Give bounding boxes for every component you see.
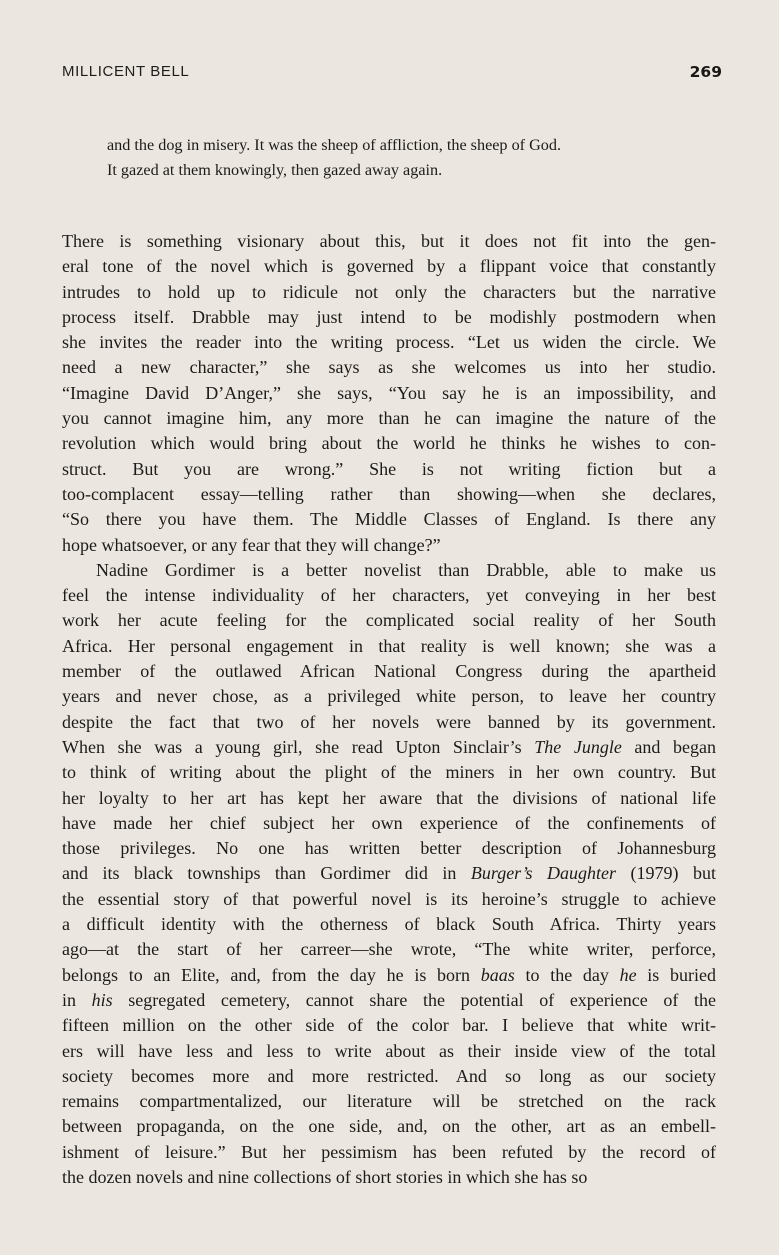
text-line: struct. But you are wrong.” She is not writing fiction but a [62, 458, 716, 479]
text-line: revolution which would bring about the world he thinks he wishes to con- [62, 433, 716, 454]
text-line: work her acute feeling for the complicated social reality of her South [62, 610, 716, 631]
text-line: intrudes to hold up to ridicule not only the characters but the narrative [62, 281, 716, 302]
text-line: she invites the reader into the writing process. “Let us widen the circle. We [62, 332, 716, 353]
text-line: to think of writing about the plight of the miners in her own country. But [62, 762, 716, 783]
text-line: hope whatsoever, or any fear that they will change?” [62, 534, 441, 555]
text-line: in his segregated cemetery, cannot share the potential of experience of the [62, 989, 716, 1010]
block-quote-line: and the dog in misery. It was the sheep of affliction, the sheep of God. [107, 136, 562, 154]
text-line: belongs to an Elite, and, from the day he is born baas to the day he is buried [62, 964, 717, 985]
text-line: have made her chief subject her own experience of the confinements of [62, 812, 716, 833]
text-line: process itself. Drabble may just intend to be modishly postmodern when [62, 306, 716, 327]
text-line: and its black townships than Gordimer did in Burger’s Daughter (1979) but [62, 863, 716, 884]
text-line: too-complacent essay—telling rather than showing—when she declares, [62, 483, 716, 504]
text-line: you cannot imagine him, any more than he can imagine the nature of the [62, 408, 716, 429]
text-line: eral tone of the novel which is governed by a flippant voice that constantly [62, 256, 716, 277]
text-line: need a new character,” she says as she welcomes us into her studio. [62, 357, 716, 378]
text-line: ago—at the start of her carreer—she wrote, “The white writer, perforce, [62, 939, 716, 960]
page-number: 269 [689, 63, 722, 81]
text-line: a difficult identity with the otherness of black South Africa. Thirty years [62, 914, 716, 935]
text-line: “Imagine David D’Anger,” she says, “You say he is an impossibility, and [62, 382, 716, 403]
text-line: There is something visionary about this, but it does not fit into the gen- [62, 231, 716, 251]
block-quote-line: It gazed at them knowingly, then gazed away again. [107, 161, 443, 179]
text-line: despite the fact that two of her novels were banned by its government. [62, 711, 716, 732]
paragraph-2 [62, 558, 716, 1190]
text-line: Nadine Gordimer is a better novelist than Drabble, able to make us [96, 559, 716, 580]
text-line: feel the intense individuality of her characters, yet conveying in her best [62, 585, 716, 606]
text-line: ers will have less and less to write about as their inside view of the total [62, 1040, 716, 1061]
text-line: Africa. Her personal engagement in that reality is well known; she was a [62, 635, 716, 656]
text-line: her loyalty to her art has kept her aware that the divisions of national life [62, 787, 716, 808]
text-line: between propaganda, on the one side, and, on the other, art as an embell- [62, 1116, 716, 1137]
text-line: society becomes more and more restricted. And so long as our society [62, 1065, 716, 1086]
text-line: When she was a young girl, she read Upton Sinclair’s The Jungle and began [62, 736, 717, 757]
body-text [62, 229, 716, 1190]
text-line: member of the outlawed African National Congress during the apartheid [62, 661, 716, 682]
text-line: the essential story of that powerful novel is its heroine’s struggle to achieve [62, 888, 716, 909]
text-line: years and never chose, as a privileged white person, to leave her country [62, 686, 716, 707]
text-line: “So there you have them. The Middle Classes of England. Is there any [62, 509, 716, 530]
running-title: MILLICENT BELL [62, 63, 190, 80]
text-line: those privileges. No one has written better description of Johannesburg [62, 838, 716, 859]
text-line: remains compartmentalized, our literature will be stretched on the rack [62, 1091, 716, 1112]
text-line: ishment of leisure.” But her pessimism has been refuted by the record of [62, 1141, 716, 1162]
block-quote [107, 133, 707, 183]
text-line: the dozen novels and nine collections of short stories in which she has so [62, 1166, 588, 1187]
text-line: fifteen million on the other side of the color bar. I believe that white writ- [62, 1015, 716, 1036]
paragraph-1 [62, 229, 716, 558]
running-head [62, 63, 722, 85]
